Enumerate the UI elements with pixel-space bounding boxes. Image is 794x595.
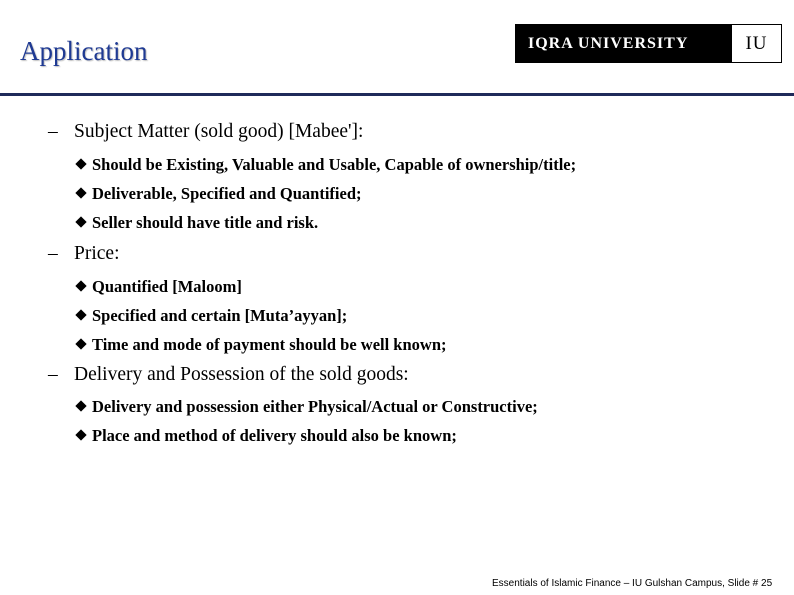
diamond-bullet-icon (75, 429, 86, 440)
sub-bullet (75, 306, 347, 326)
slide-title: Application (20, 36, 148, 66)
bullet-text: Delivery and Possession of the sold goods: (74, 364, 409, 385)
sub-bullet-text: Specified and certain [Muta’ayyan]; (92, 306, 348, 325)
diamond-bullet-icon (75, 216, 86, 227)
dash-bullet: – (48, 364, 58, 385)
diamond-bullet-icon (75, 338, 86, 349)
sub-bullet (75, 426, 457, 446)
diamond-bullet-icon (75, 309, 86, 320)
diamond-bullet-icon (75, 158, 86, 169)
slide-footer: Essentials of Islamic Finance – IU Gulshan Campus, Slide # 25 (492, 578, 773, 589)
sub-bullet (75, 155, 576, 175)
title-rule (0, 93, 794, 96)
sub-bullet-text: Place and method of delivery should also be known; (92, 426, 457, 445)
logo-name: IQRA UNIVERSITY (516, 25, 732, 62)
sub-bullet-text: Should be Existing, Valuable and Usable, Capable of ownership/title; (92, 155, 577, 174)
bullet-text: Price: (74, 243, 120, 264)
sub-bullet-text: Deliverable, Specified and Quantified; (92, 184, 362, 203)
sub-bullet (75, 335, 447, 355)
bullet-text: Subject Matter (sold good) [Mabee']: (74, 121, 364, 142)
sub-bullet-text: Delivery and possession either Physical/Actual or Constructive; (92, 397, 538, 416)
bullet-delivery (48, 364, 409, 386)
diamond-bullet-icon (75, 400, 86, 411)
sub-bullet (75, 277, 242, 297)
dash-bullet: – (48, 243, 58, 264)
university-logo (515, 24, 782, 63)
diamond-bullet-icon (75, 187, 86, 198)
bullet-subject-matter (48, 121, 363, 143)
sub-bullet (75, 184, 362, 204)
bullet-price (48, 243, 119, 265)
sub-bullet-text: Quantified [Maloom] (92, 277, 242, 296)
sub-bullet (75, 213, 318, 233)
diamond-bullet-icon (75, 280, 86, 291)
sub-bullet-text: Seller should have title and risk. (92, 213, 319, 232)
logo-abbrev: IU (732, 25, 781, 62)
sub-bullet (75, 397, 538, 417)
dash-bullet: – (48, 121, 58, 142)
sub-bullet-text: Time and mode of payment should be well known; (92, 335, 447, 354)
